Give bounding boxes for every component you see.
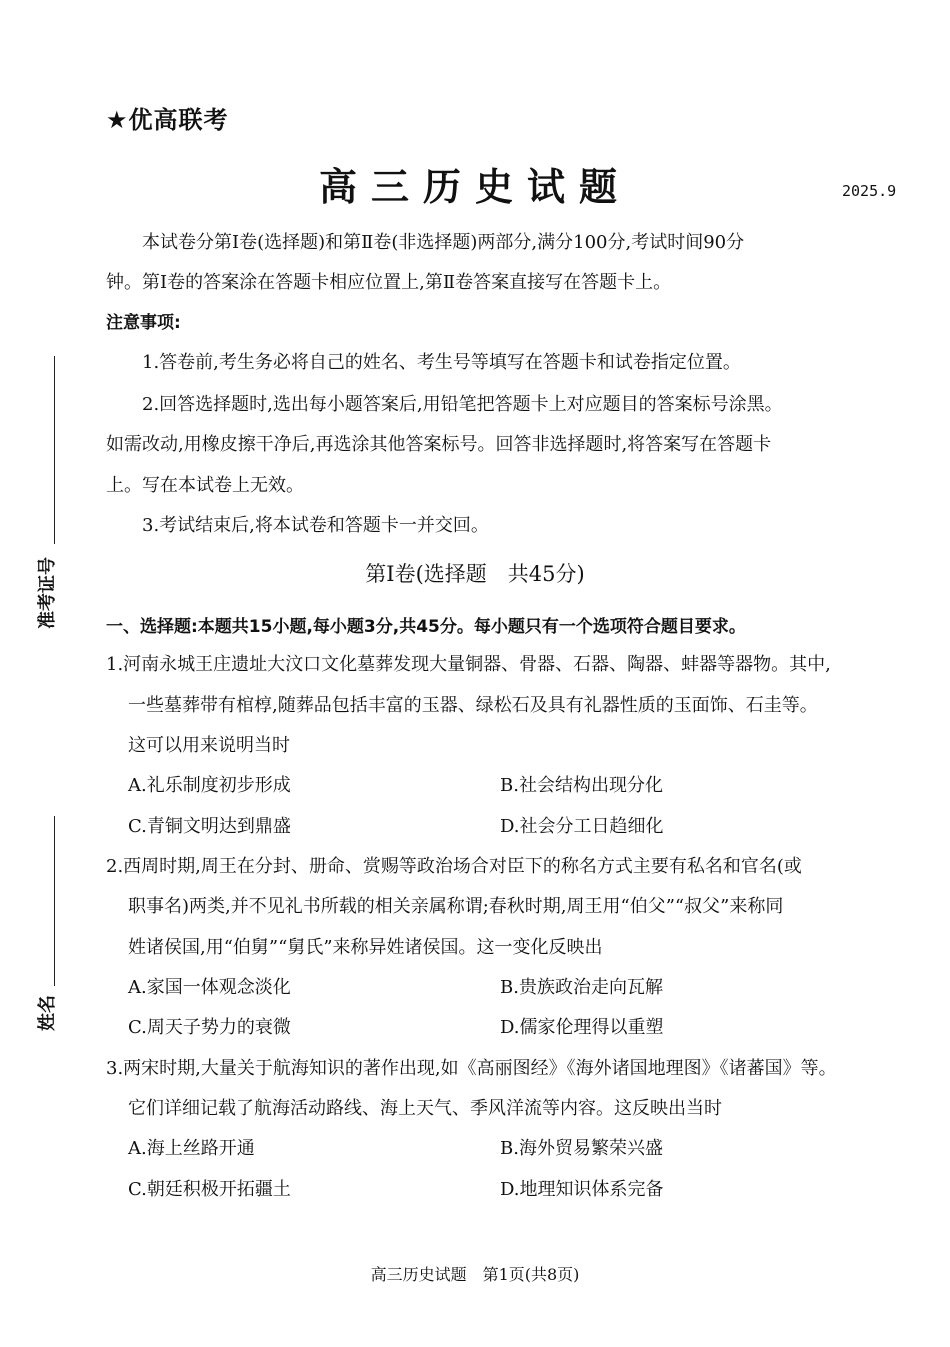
question-3-line-2: 它们详细记载了航海活动路线、海上天气、季风洋流等内容。这反映出当时 [128,1098,722,1119]
question-1-option-b[interactable]: B.社会结构出现分化 [500,775,663,796]
question-1-option-d[interactable]: D.社会分工日趋细化 [500,816,664,837]
question-2-option-d[interactable]: D.儒家伦理得以重塑 [500,1017,664,1038]
note-1: 1.答卷前,考生务必将自己的姓名、考生号等填写在答题卡和试卷指定位置。 [142,352,741,373]
part-instruction: 一、选择题:本题共15小题,每小题3分,共45分。每小题只有一个选项符合题目要求。 [106,617,746,637]
question-2-line-2: 职事名)两类,并不见礼书所载的相关亲属称谓;春秋时期,周王用“伯父”“叔父”来称同 [128,896,784,917]
brand-label: ★优高联考 [106,106,229,134]
name-label: 姓名 [37,995,58,1031]
notes-heading: 注意事项: [106,313,181,333]
intro-line-2: 钟。第Ⅰ卷的答案涂在答题卡相应位置上,第Ⅱ卷答案直接写在答题卡上。 [106,272,672,293]
note-2a: 2.回答选择题时,选出每小题答案后,用铅笔把答题卡上对应题目的答案标号涂黑。 [142,394,783,415]
margin-line-top [54,356,55,544]
note-3: 3.考试结束后,将本试卷和答题卡一并交回。 [142,515,489,536]
question-2-option-b[interactable]: B.贵族政治走向瓦解 [500,977,663,998]
margin-line-middle [54,816,55,986]
question-1-line-1: 1.河南永城王庄遗址大汶口文化墓葬发现大量铜器、骨器、石器、陶器、蚌器等器物。其中, [106,654,831,675]
question-2-option-a[interactable]: A.家国一体观念淡化 [128,977,291,998]
question-2-option-c[interactable]: C.周天子势力的衰微 [128,1017,291,1038]
question-3-option-a[interactable]: A.海上丝路开通 [128,1138,255,1159]
note-2b: 如需改动,用橡皮擦干净后,再选涂其他答案标号。回答非选择题时,将答案写在答题卡 [106,434,772,455]
question-1-line-2: 一些墓葬带有棺椁,随葬品包括丰富的玉器、绿松石及具有礼器性质的玉面饰、石圭等。 [128,695,818,716]
question-3-option-c[interactable]: C.朝廷积极开拓疆土 [128,1179,291,1200]
exam-id-label: 准考证号 [37,557,58,629]
question-1-option-c[interactable]: C.青铜文明达到鼎盛 [128,816,291,837]
exam-date: 2025.9 [842,182,897,200]
question-3-line-1: 3.两宋时期,大量关于航海知识的著作出现,如《高丽图经》《海外诸国地理图》《诸蕃国》等。 [106,1058,837,1079]
question-3-option-d[interactable]: D.地理知识体系完备 [500,1179,664,1200]
question-2-line-3: 姓诸侯国,用“伯舅”“舅氏”来称异姓诸侯国。这一变化反映出 [128,937,603,958]
question-1-option-a[interactable]: A.礼乐制度初步形成 [128,775,291,796]
question-1-line-3: 这可以用来说明当时 [128,735,290,756]
question-2-line-1: 2.西周时期,周王在分封、册命、赏赐等政治场合对臣下的称名方式主要有私名和官名(或 [106,856,802,877]
page-title: 高三历史试题 [318,164,631,209]
note-2c: 上。写在本试卷上无效。 [106,475,304,496]
intro-line-1: 本试卷分第Ⅰ卷(选择题)和第Ⅱ卷(非选择题)两部分,满分100分,考试时间90分 [142,232,745,253]
question-3-option-b[interactable]: B.海外贸易繁荣兴盛 [500,1138,663,1159]
section-title: 第Ⅰ卷(选择题 共45分) [365,562,585,586]
page-footer: 高三历史试题 第1页(共8页) [370,1265,580,1284]
